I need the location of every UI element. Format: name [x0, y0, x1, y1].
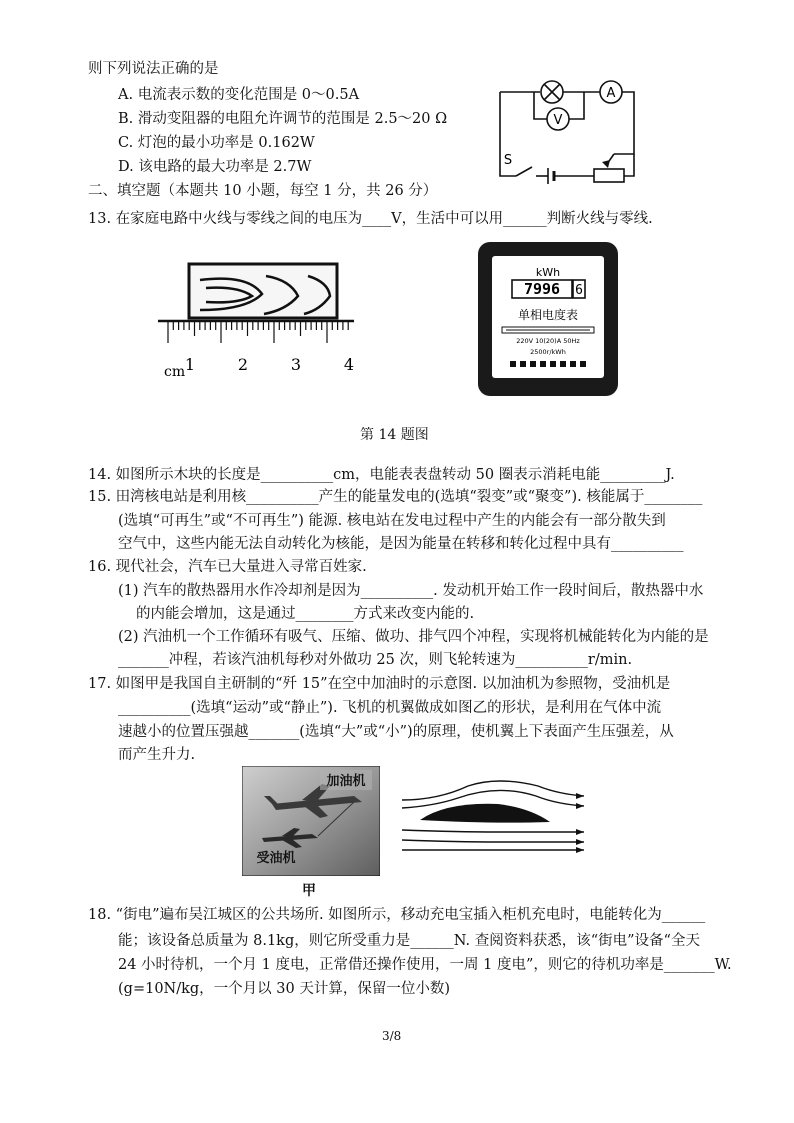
rheostat-body [594, 169, 624, 182]
figure-17-caption: 甲 [302, 883, 316, 899]
q15-line-1: 15. 田湾核电站是利用核__________产生的能量发电的(选填“裂变”或“聚变”). 核能属于________ [88, 489, 703, 505]
q12-option-a: A. 电流表示数的变化范围是 0～0.5A [118, 87, 360, 103]
meter-constant: 2500r/kWh [530, 348, 566, 356]
q15-line-2: (选填“可再生”或“不可再生”) 能源. 核电站在发电过程中产生的内能会有一部分散失到 [118, 513, 666, 529]
receiver-label: 受油机 [256, 851, 296, 866]
q16-part-1-line-2: 的内能会增加，这是通过________方式来改变内能的. [136, 606, 475, 622]
switch-label: S [503, 153, 513, 168]
meter-unit: kWh [535, 266, 561, 279]
ruler-tick-label-1: 1 [184, 355, 196, 374]
wing-airfoil [420, 804, 550, 823]
refueling-photo [242, 766, 380, 876]
meter-rating: 220V 10(20)A 50Hz [516, 337, 580, 345]
q18-line-3: 24 小时待机，一个月 1 度电，正常借还操作使用，一周 1 度电”，则它的待机功率是_______W. [118, 957, 732, 973]
rheostat-slider [602, 160, 610, 168]
q12-option-d: D. 该电路的最大功率是 2.7W [118, 159, 312, 175]
q14: 14. 如图所示木块的长度是__________cm，电能表表盘转动 50 圈表示消耗电能_________J. [88, 467, 675, 483]
tanker-label: 加油机 [326, 774, 366, 789]
lamp-cross [544, 84, 560, 100]
q18-line-1: 18. “街电”遍布吴江城区的公共场所. 如图所示，移动充电宝插入柜机充电时，电能转化为______ [88, 907, 706, 923]
figure-14-caption: 第 14 题图 [360, 427, 429, 443]
meter-last-digit: 6 [575, 283, 583, 298]
ammeter-label: A [606, 86, 616, 101]
section-2-title: 二、填空题（本题共 10 小题，每空 1 分，共 26 分） [88, 183, 438, 199]
wing-airflow-diagram [398, 776, 588, 858]
switch-blade [516, 167, 532, 176]
electricity-meter [476, 240, 620, 398]
q15-line-3: 空气中，这些内能无法自动转化为核能，是因为能量在转移和转化过程中具有__________ [118, 536, 684, 552]
ruler-ticks [168, 321, 348, 343]
q12-option-c: C. 灯泡的最小功率是 0.162W [118, 135, 315, 151]
q18-line-4: (g=10N/kg，一个月以 30 天计算，保留一位小数) [118, 981, 451, 997]
q16-part-1-line-1: (1) 汽车的散热器用水作冷却剂是因为__________. 发动机开始工作一段时间后，散热器中水 [118, 583, 704, 599]
flow-arrows [576, 793, 584, 853]
q17-line-2: __________(选填“运动”或“静止”). 飞机的机翼做成如图乙的形状，是利用在气体中流 [118, 700, 662, 716]
ruler-figure [158, 258, 368, 384]
q17-line-1: 17. 如图甲是我国自主研制的“歼 15”在空中加油时的示意图. 以加油机为参照物，受油机是 [88, 676, 671, 692]
q16-stem: 16. 现代社会，汽车已大量进入寻常百姓家. [88, 559, 367, 575]
q12-stem: 则下列说法正确的是 [88, 61, 219, 77]
meter-name: 单相电度表 [517, 308, 579, 322]
q17-line-3: 速越小的位置压强越_______(选填“大”或“小”)的原理，使机翼上下表面产生压强差，从 [118, 724, 674, 740]
circuit-diagram [494, 76, 642, 188]
q17-line-4: 而产生升力. [118, 747, 196, 763]
q12-option-b: B. 滑动变阻器的电阻允许调节的范围是 2.5～20 Ω [118, 111, 448, 127]
q13: 13. 在家庭电路中火线与零线之间的电压为____V，生活中可以用______判断火线与零线. [88, 211, 653, 227]
ruler-tick-label-2: 2 [237, 355, 249, 374]
ruler-tick-label-4: 4 [343, 355, 355, 374]
ruler-unit: cm [164, 364, 186, 380]
page-number: 3/8 [382, 1029, 402, 1043]
q16-part-2-line-2: _______冲程，若该汽油机每秒对外做功 25 次，则飞轮转速为__________r/min. [118, 652, 633, 668]
q18-line-2: 能；该设备总质量为 8.1kg，则它所受重力是______N. 查阅资料获悉，该“街电”设备“全天 [118, 933, 700, 949]
meter-reading: 7996 [523, 280, 561, 298]
voltmeter-label: V [553, 113, 563, 128]
q16-part-2-line-1: (2) 汽油机一个工作循环有吸气、压缩、做功、排气四个冲程，实现将机械能转化为内能的是 [118, 629, 709, 645]
ruler-tick-label-3: 3 [290, 355, 302, 374]
